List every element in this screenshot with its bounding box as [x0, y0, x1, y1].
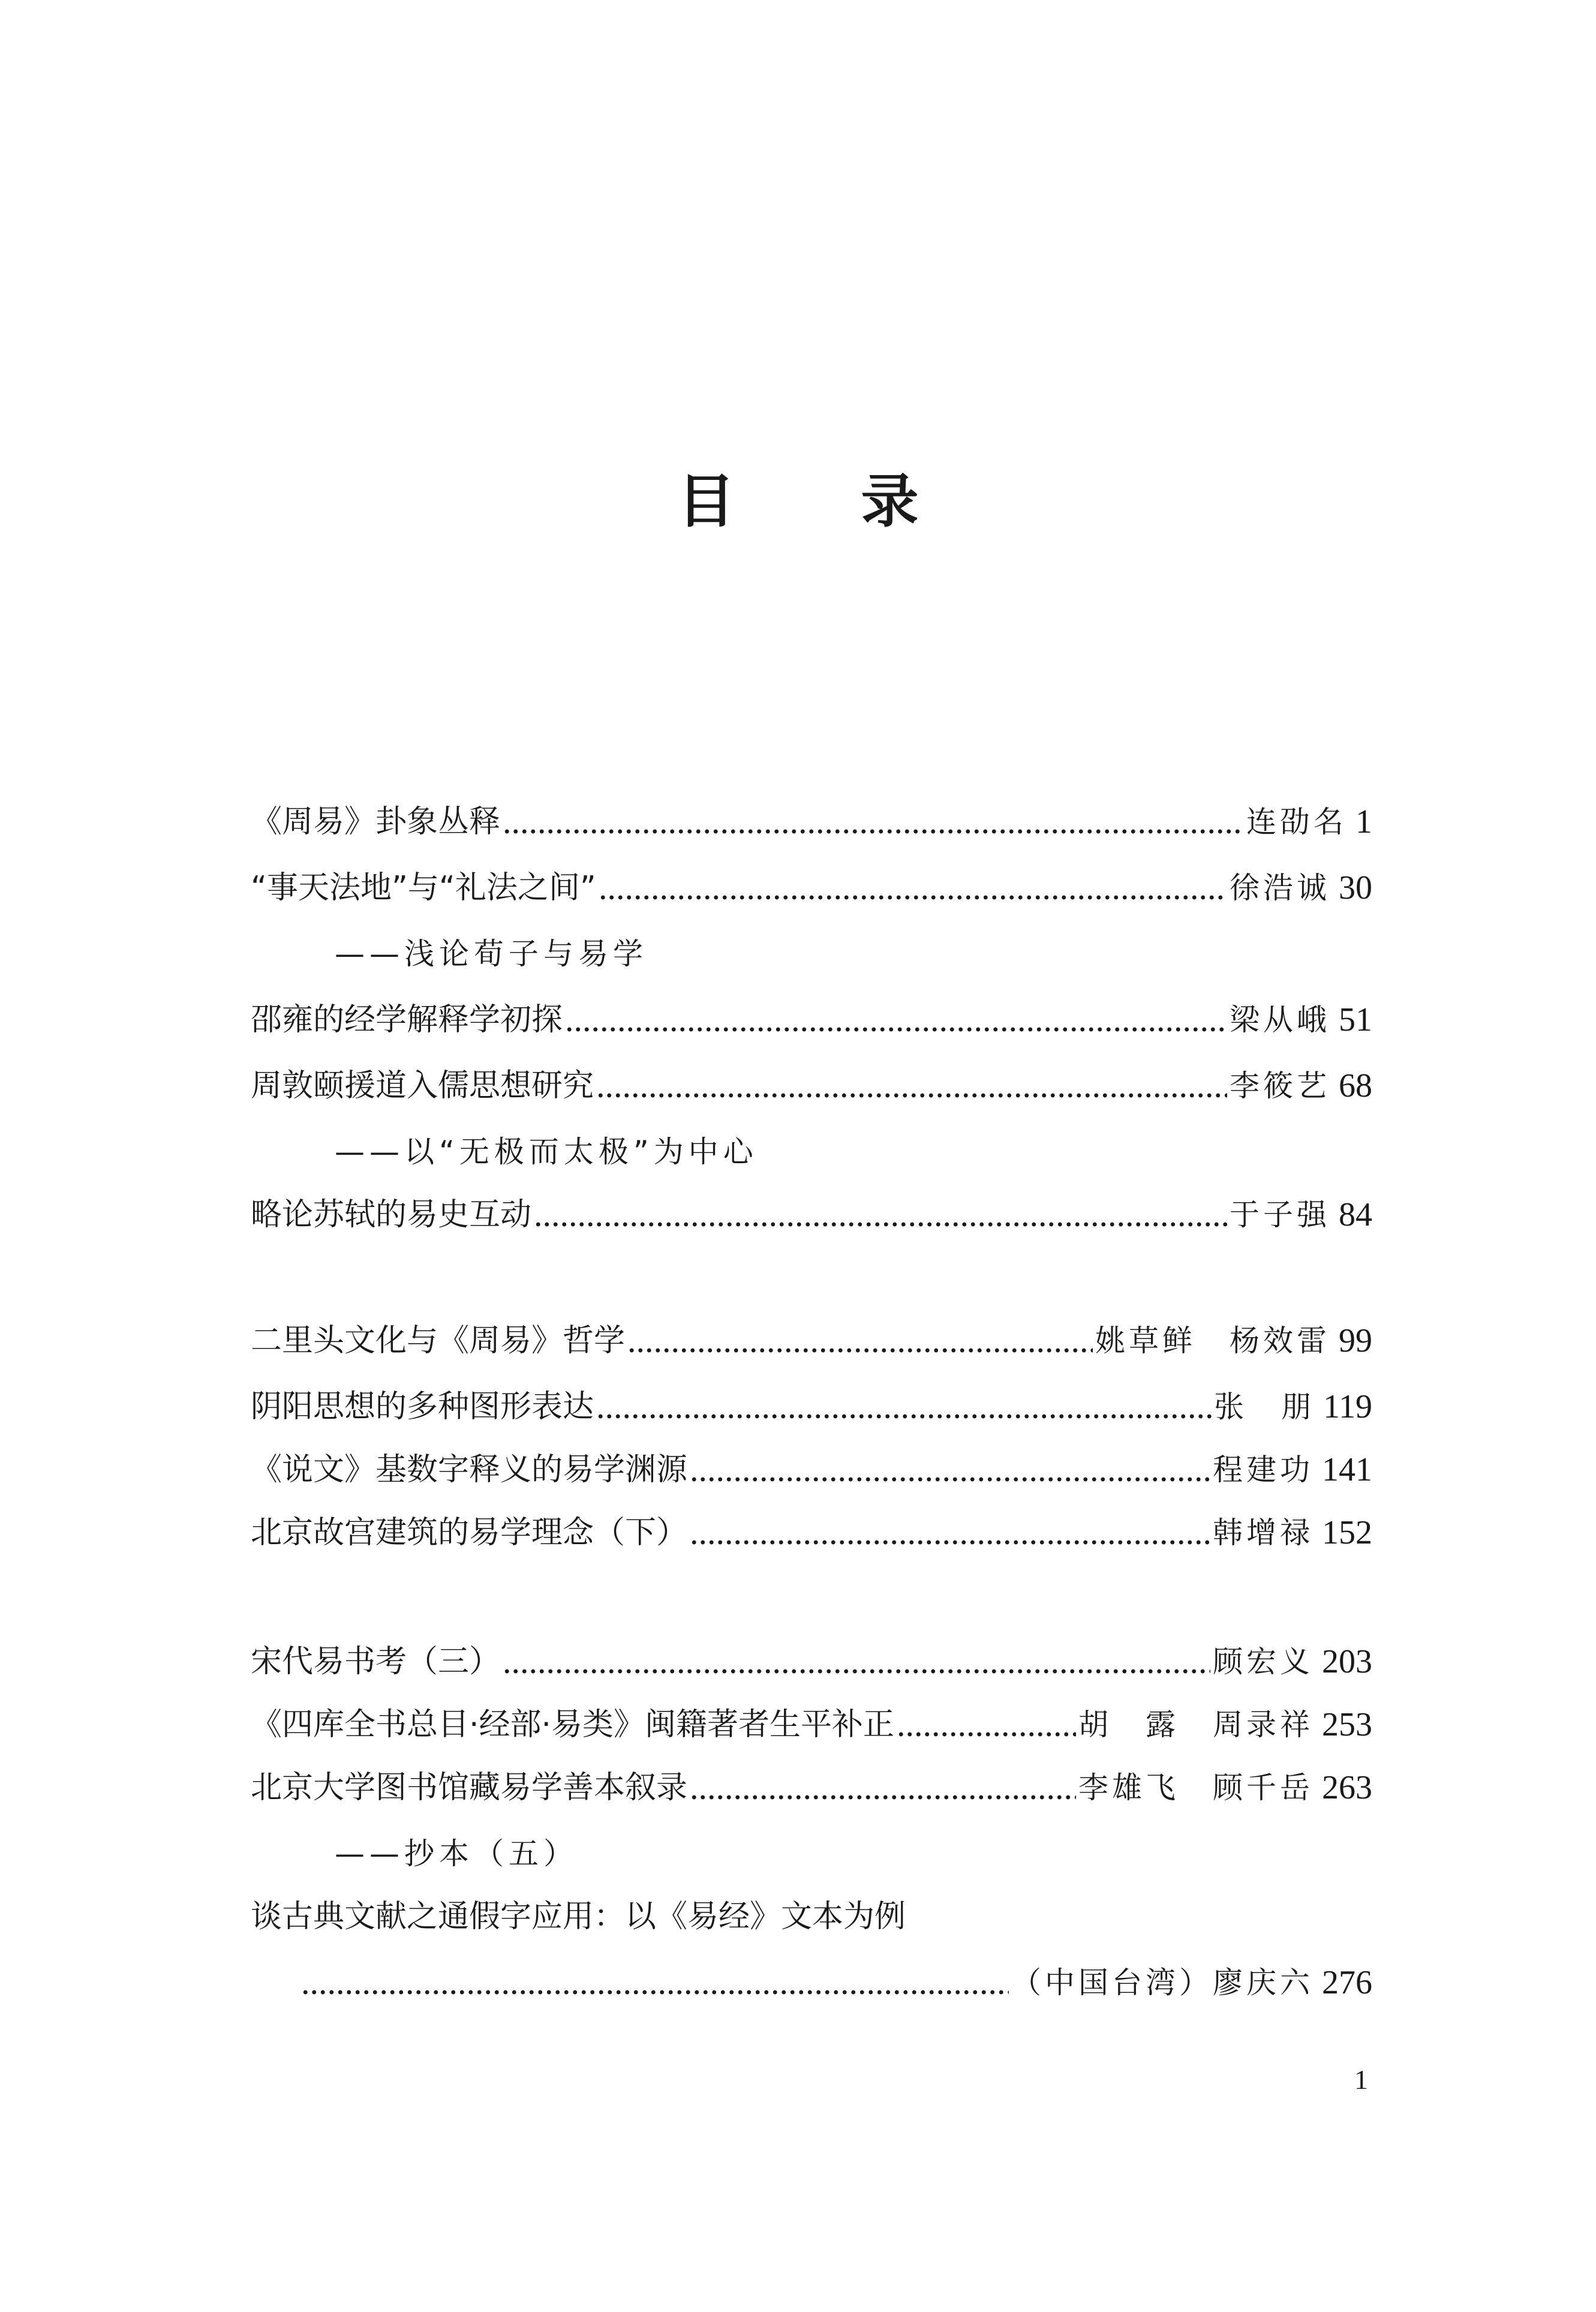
toc-entry-page: 203: [1322, 1643, 1372, 1680]
dot-leader: [897, 1695, 1076, 1755]
dot-leader: [503, 1632, 1210, 1692]
toc-entry-title: “事天法地”与“礼法之间”: [251, 870, 596, 906]
toc-entry-author: 连劭名: [1246, 804, 1347, 839]
dot-leader: [565, 990, 1227, 1050]
toc-entry[interactable]: [251, 1377, 1372, 1437]
toc-entry-author: 胡 露 周录祥: [1078, 1707, 1314, 1742]
page-number: 1: [1354, 2064, 1368, 2095]
toc-entry-title: 宋代易书考（三）: [251, 1644, 501, 1680]
toc-entry[interactable]: [251, 990, 1372, 1050]
toc-entry[interactable]: [251, 1887, 1372, 1947]
toc-entry[interactable]: [251, 1056, 1372, 1116]
toc-entry[interactable]: [251, 1185, 1372, 1245]
toc-entry-author: 于子强: [1230, 1197, 1330, 1232]
toc-entry-author: 徐浩诚: [1230, 870, 1330, 905]
toc-entry-author: （中国台湾）廖庆六: [1011, 1965, 1314, 2000]
toc-entry[interactable]: [251, 1440, 1372, 1500]
toc-entry[interactable]: [251, 1503, 1372, 1563]
toc-entry-page: 51: [1339, 1001, 1372, 1038]
toc-subtitle: ——抄本（五）: [335, 1836, 578, 1871]
toc-entry[interactable]: [299, 1953, 1372, 2013]
toc-entry-page: 263: [1322, 1769, 1372, 1806]
toc-entry-page: 141: [1322, 1451, 1372, 1488]
toc-entry-page: 68: [1339, 1067, 1372, 1104]
page-title-char: 目: [677, 467, 735, 535]
toc-entry-page: 99: [1339, 1322, 1372, 1359]
toc-entry-title: 邵雍的经学解释学初探: [251, 1002, 563, 1038]
toc-entry-page: 84: [1339, 1196, 1372, 1233]
toc-entry-page: 119: [1323, 1388, 1372, 1425]
dot-leader: [534, 1185, 1227, 1245]
toc-entry-title: 《周易》卦象丛释: [251, 804, 501, 840]
toc-entry-page: 276: [1322, 1964, 1372, 2001]
toc-entry-title: 谈古典文献之通假字应用：以《易经》文本为例: [251, 1899, 906, 1935]
toc-entry-title: 略论苏轼的易史互动: [251, 1197, 532, 1233]
toc-entry-author: 张 朋: [1214, 1389, 1315, 1424]
dot-leader: [627, 1311, 1093, 1371]
toc-entry-title: 北京大学图书馆藏易学善本叙录: [251, 1770, 688, 1806]
dot-leader: [503, 792, 1244, 852]
dot-leader: [690, 1758, 1076, 1818]
toc-subtitle: ——以“无极而太极”为中心: [335, 1134, 758, 1169]
toc-entry-title: 二里头文化与《周易》哲学: [251, 1323, 626, 1359]
dot-leader: [599, 858, 1227, 918]
toc-entry-title: 《说文》基数字释义的易学渊源: [251, 1452, 688, 1488]
toc-entry-title: 周敦颐援道入儒思想研究: [251, 1068, 594, 1104]
toc-entry-page: 253: [1322, 1706, 1372, 1743]
toc-subtitle: ——浅论荀子与易学: [335, 936, 648, 971]
toc-entry-page: 1: [1355, 803, 1372, 840]
dot-leader: [301, 1953, 1009, 2013]
toc-entry-author: 韩增禄: [1213, 1515, 1314, 1550]
toc-entry-author: 程建功: [1213, 1452, 1314, 1487]
dot-leader: [596, 1056, 1227, 1116]
dot-leader: [690, 1503, 1210, 1563]
page-title: [0, 456, 1596, 538]
toc-entry-title: 阴阳思想的多种图形表达: [251, 1389, 594, 1425]
toc-entry-author: 顾宏义: [1213, 1644, 1314, 1679]
toc-entry-title: 《四库全书总目·经部·易类》闽籍著者生平补正: [251, 1707, 895, 1743]
toc-entry[interactable]: [251, 858, 1372, 918]
toc-entry[interactable]: [251, 792, 1372, 852]
toc-entry-author: 姚草鲜 杨效雷: [1095, 1323, 1330, 1358]
toc-entry-title: 北京故宫建筑的易学理念（下）: [251, 1515, 688, 1551]
toc-entry[interactable]: [251, 1758, 1372, 1818]
toc-entry-author: 李雄飞 顾千岳: [1078, 1770, 1314, 1805]
toc-entry-author: 梁从峨: [1230, 1002, 1330, 1037]
toc-entry[interactable]: [251, 1695, 1372, 1755]
toc-entry[interactable]: [251, 1632, 1372, 1692]
toc-entry-page: 152: [1322, 1514, 1372, 1551]
toc-entry[interactable]: [251, 1311, 1372, 1371]
toc-entry-page: 30: [1339, 869, 1372, 906]
dot-leader: [596, 1377, 1212, 1437]
page-title-char: 录: [861, 467, 919, 535]
dot-leader: [690, 1440, 1210, 1500]
toc-entry-author: 李筱艺: [1230, 1068, 1330, 1103]
